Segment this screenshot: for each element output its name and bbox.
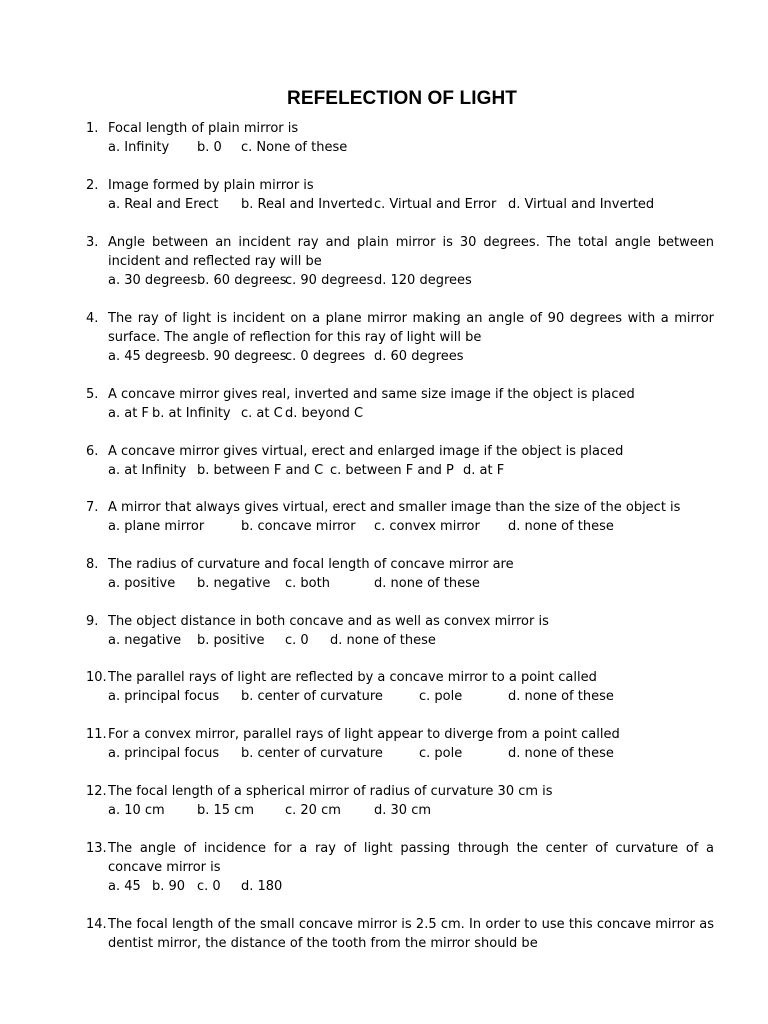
question-text: Focal length of plain mirror is — [108, 121, 299, 136]
answer-option: d. none of these — [330, 633, 436, 648]
question-text: The object distance in both concave and as well as convex mirror is — [108, 614, 549, 629]
answer-option: c. convex mirror — [374, 519, 480, 534]
question-item — [86, 233, 714, 290]
question-text: The angle of incidence for a ray of light passing through the center of curvature of a concave mirror is — [108, 841, 714, 875]
question-item — [86, 612, 714, 650]
answer-options — [108, 271, 714, 290]
answer-option: b. 15 cm — [197, 803, 255, 818]
answer-options — [108, 404, 714, 423]
question-item — [86, 839, 714, 896]
answer-option: c. None of these — [241, 140, 348, 155]
question-number: 4. — [86, 311, 99, 326]
question-item — [86, 385, 714, 423]
question-text: The ray of light is incident on a plane mirror making an angle of 90 degrees with a mirror surface. The angle of reflection for this ray of light will be — [108, 311, 714, 345]
answer-option: d. 120 degrees — [374, 273, 472, 288]
answer-option: a. 45 degrees — [108, 349, 198, 364]
answer-options — [108, 687, 714, 706]
answer-options — [108, 461, 714, 480]
answer-option: b. concave mirror — [241, 519, 356, 534]
answer-option: a. Infinity — [108, 140, 170, 155]
answer-option: a. negative — [108, 633, 182, 648]
question-number: 7. — [86, 500, 99, 515]
page-title: REFELECTION OF LIGHT — [287, 88, 517, 109]
answer-option: c. 90 degrees — [285, 273, 374, 288]
question-item — [86, 309, 714, 366]
answer-options — [108, 347, 714, 366]
answer-option: d. none of these — [508, 746, 614, 761]
answer-option: d. none of these — [508, 519, 614, 534]
answer-options — [108, 517, 714, 536]
answer-option: c. 0 degrees — [285, 349, 366, 364]
answer-option: a. 30 degrees — [108, 273, 198, 288]
question-number: 14. — [86, 917, 107, 932]
question-number: 11. — [86, 727, 107, 742]
answer-option: b. Real and Inverted — [241, 197, 373, 212]
question-number: 2. — [86, 178, 99, 193]
question-item — [86, 915, 714, 953]
answer-option: a. plane mirror — [108, 519, 205, 534]
answer-option: a. at F — [108, 406, 149, 421]
answer-options — [108, 631, 714, 650]
answer-option: c. 0 — [197, 879, 221, 894]
question-number: 8. — [86, 557, 99, 572]
answer-option: b. 0 — [197, 140, 222, 155]
answer-option: d. none of these — [374, 576, 480, 591]
answer-option: c. both — [285, 576, 330, 591]
answer-option: b. 60 degrees — [197, 273, 287, 288]
answer-option: b. 90 degrees — [197, 349, 287, 364]
answer-option: a. 10 cm — [108, 803, 165, 818]
question-text: A concave mirror gives real, inverted and same size image if the object is placed — [108, 387, 635, 402]
question-number: 9. — [86, 614, 99, 629]
answer-options — [108, 801, 714, 820]
question-text: Image formed by plain mirror is — [108, 178, 314, 193]
question-text: The focal length of a spherical mirror of radius of curvature 30 cm is — [108, 784, 553, 799]
question-number: 1. — [86, 121, 99, 136]
answer-option: c. at C — [241, 406, 283, 421]
answer-options — [108, 744, 714, 763]
answer-option: c. Virtual and Error — [374, 197, 497, 212]
answer-option: b. negative — [197, 576, 271, 591]
question-text: Angle between an incident ray and plain mirror is 30 degrees. The total angle between incident and reflected ray will be — [108, 235, 714, 269]
question-text: A concave mirror gives virtual, erect and enlarged image if the object is placed — [108, 444, 624, 459]
answer-option: b. center of curvature — [241, 746, 383, 761]
question-item — [86, 119, 714, 157]
answer-option: d. beyond C — [285, 406, 364, 421]
question-item — [86, 442, 714, 480]
answer-option: d. 180 — [241, 879, 283, 894]
answer-options — [108, 877, 714, 896]
answer-options — [108, 138, 714, 157]
question-text: The radius of curvature and focal length of concave mirror are — [108, 557, 514, 572]
question-item — [86, 725, 714, 763]
question-text: A mirror that always gives virtual, erect and smaller image than the size of the object is — [108, 500, 681, 515]
answer-option: a. at Infinity — [108, 463, 187, 478]
question-text: The focal length of the small concave mirror is 2.5 cm. In order to use this concave mirror as dentist mirror, the distance of the tooth from the mirror should be — [108, 917, 714, 951]
answer-option: d. none of these — [508, 689, 614, 704]
answer-option: b. 90 — [152, 879, 186, 894]
answer-option: a. 45 — [108, 879, 141, 894]
answer-option: c. pole — [419, 689, 463, 704]
answer-option: d. 60 degrees — [374, 349, 464, 364]
answer-option: b. between F and C — [197, 463, 324, 478]
question-item — [86, 782, 714, 820]
answer-option: d. Virtual and Inverted — [508, 197, 655, 212]
question-item — [86, 555, 714, 593]
question-number: 3. — [86, 235, 99, 250]
answer-option: b. center of curvature — [241, 689, 383, 704]
question-number: 10. — [86, 670, 107, 685]
answer-options — [108, 195, 714, 214]
question-item — [86, 176, 714, 214]
answer-option: c. 20 cm — [285, 803, 341, 818]
question-text: The parallel rays of light are reflected by a concave mirror to a point called — [108, 670, 597, 685]
answer-option: d. 30 cm — [374, 803, 432, 818]
answer-option: b. at Infinity — [152, 406, 231, 421]
answer-option: a. principal focus — [108, 746, 220, 761]
answer-option: a. Real and Erect — [108, 197, 219, 212]
question-number: 13. — [86, 841, 107, 856]
question-number: 5. — [86, 387, 99, 402]
answer-option: c. 0 — [285, 633, 309, 648]
answer-option: a. positive — [108, 576, 176, 591]
answer-options — [108, 574, 714, 593]
question-item — [86, 668, 714, 706]
question-item — [86, 498, 714, 536]
answer-option: b. positive — [197, 633, 265, 648]
answer-option: c. between F and P — [330, 463, 454, 478]
answer-option: c. pole — [419, 746, 463, 761]
question-text: For a convex mirror, parallel rays of light appear to diverge from a point called — [108, 727, 620, 742]
answer-option: a. principal focus — [108, 689, 220, 704]
question-number: 12. — [86, 784, 107, 799]
answer-option: d. at F — [463, 463, 505, 478]
question-number: 6. — [86, 444, 99, 459]
